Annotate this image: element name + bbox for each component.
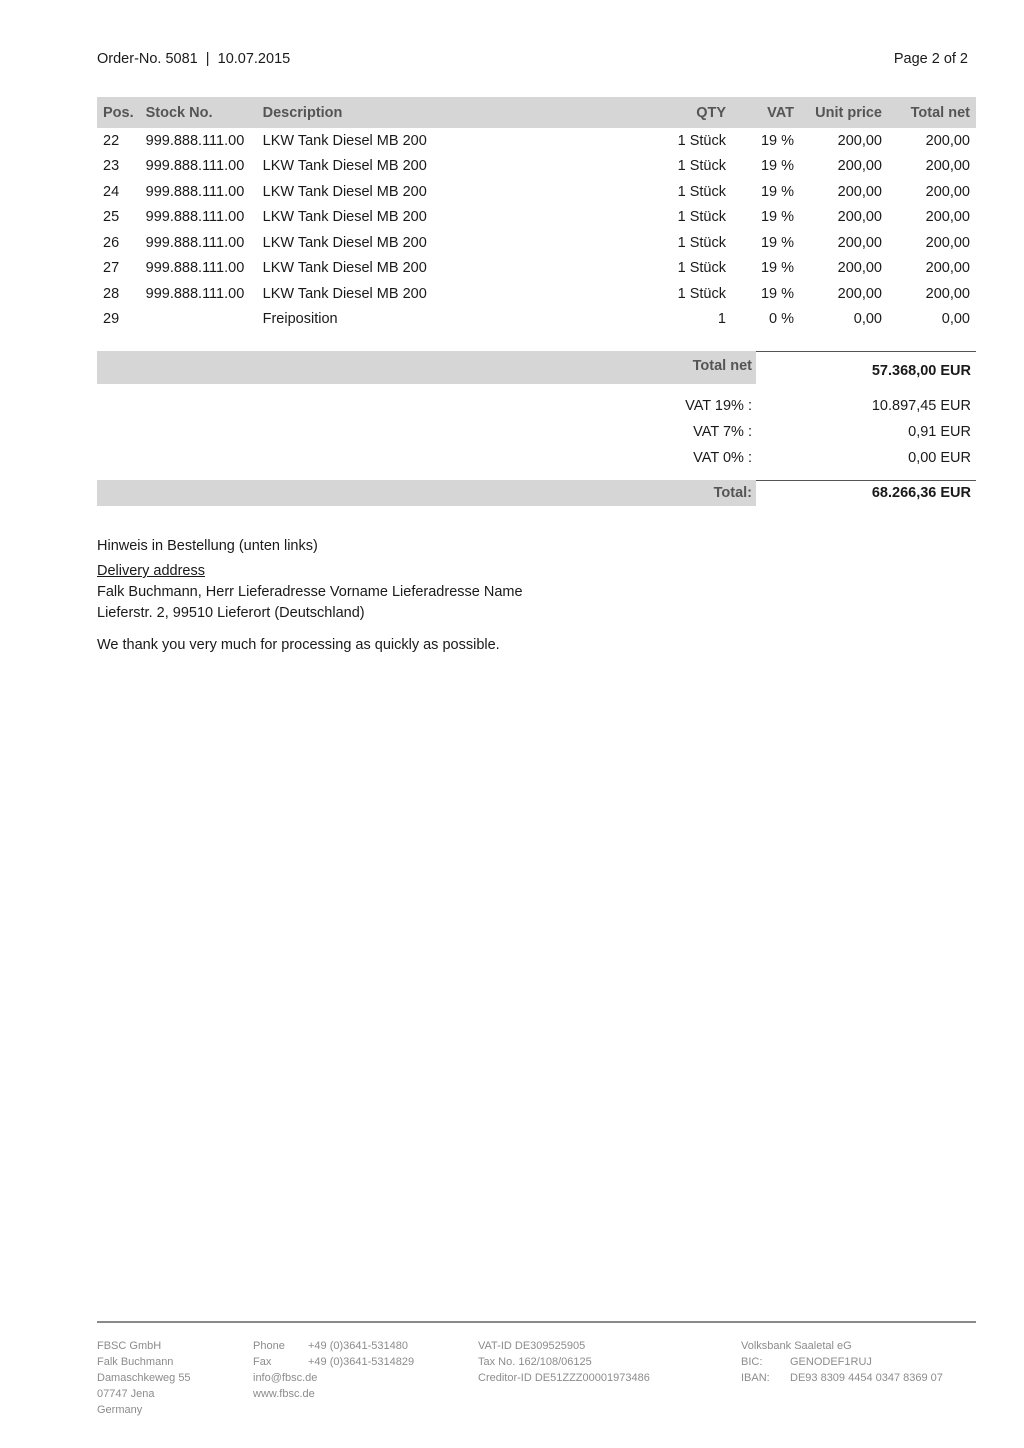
cell-vat: 0 % xyxy=(769,311,794,328)
total-net-divider xyxy=(756,351,976,352)
col-total-net: Total net xyxy=(888,97,976,128)
footer-divider xyxy=(97,1321,976,1323)
cell-vat: 19 % xyxy=(760,132,794,149)
cell-unit-price: 200,00 xyxy=(837,234,882,251)
cell-stock-no: 999.888.111.00 xyxy=(145,260,245,277)
cell-stock-no: 999.888.111.00 xyxy=(145,234,245,251)
phone-value: +49 (0)3641-531480 xyxy=(308,1340,408,1352)
grand-total-divider xyxy=(756,480,976,481)
company-name: FBSC GmbH xyxy=(97,1340,162,1352)
footer-company xyxy=(97,1338,191,1418)
table-row xyxy=(97,128,976,154)
table-row xyxy=(97,230,976,256)
creditor-id: Creditor-ID DE51ZZZ00001973486 xyxy=(478,1372,650,1384)
vat0-value: 0,00 EUR xyxy=(908,450,971,466)
cell-stock-no xyxy=(140,307,257,333)
order-items-table xyxy=(97,97,976,332)
cell-unit-price: 0,00 xyxy=(853,311,882,328)
vat0-label: VAT 0% : xyxy=(693,450,752,466)
cell-total-net: 200,00 xyxy=(925,234,970,251)
cell-qty: 1 Stück xyxy=(677,285,726,302)
cell-unit-price: 200,00 xyxy=(837,132,882,149)
vat7-value: 0,91 EUR xyxy=(908,424,971,440)
grand-total-label: Total: xyxy=(713,485,752,501)
cell-vat: 19 % xyxy=(760,183,794,200)
cell-qty: 1 Stück xyxy=(677,234,726,251)
cell-vat: 19 % xyxy=(760,209,794,226)
cell-description: LKW Tank Diesel MB 200 xyxy=(262,260,427,277)
cell-unit-price: 200,00 xyxy=(837,209,882,226)
cell-pos: 22 xyxy=(103,132,120,149)
cell-total-net: 200,00 xyxy=(925,285,970,302)
cell-pos: 24 xyxy=(103,183,120,200)
bank-name: Volksbank Saaletal eG xyxy=(741,1340,852,1352)
tax-number: Tax No. 162/108/06125 xyxy=(478,1356,592,1368)
cell-total-net: 200,00 xyxy=(925,260,970,277)
order-hint: Hinweis in Bestellung (unten links) xyxy=(97,538,318,554)
fax-value: +49 (0)3641-5314829 xyxy=(308,1356,415,1368)
company-country: Germany xyxy=(97,1404,143,1416)
company-city: 07747 Jena xyxy=(97,1388,155,1400)
table-row xyxy=(97,154,976,180)
cell-pos: 23 xyxy=(103,158,120,175)
cell-pos: 29 xyxy=(103,311,120,328)
cell-vat: 19 % xyxy=(760,260,794,277)
cell-stock-no: 999.888.111.00 xyxy=(145,183,245,200)
col-pos: Pos. xyxy=(97,97,140,128)
cell-total-net: 0,00 xyxy=(941,311,970,328)
cell-description: LKW Tank Diesel MB 200 xyxy=(262,132,427,149)
cell-unit-price: 200,00 xyxy=(837,285,882,302)
cell-stock-no: 999.888.111.00 xyxy=(145,132,245,149)
vat19-value: 10.897,45 EUR xyxy=(871,398,971,414)
cell-qty: 1 Stück xyxy=(677,132,726,149)
table-row xyxy=(97,281,976,307)
col-stock-no: Stock No. xyxy=(140,97,257,128)
cell-total-net: 200,00 xyxy=(925,183,970,200)
col-vat: VAT xyxy=(732,97,800,128)
cell-qty: 1 Stück xyxy=(677,260,726,277)
page-indicator: Page 2 of 2 xyxy=(893,51,968,67)
cell-pos: 27 xyxy=(103,260,120,277)
vat19-label: VAT 19% : xyxy=(685,398,752,414)
table-row xyxy=(97,307,976,333)
fax-label: Fax xyxy=(253,1356,272,1368)
cell-stock-no: 999.888.111.00 xyxy=(145,285,245,302)
iban-label: IBAN: xyxy=(741,1372,770,1384)
website-link[interactable]: www.fbsc.de xyxy=(253,1388,315,1400)
cell-description: Freiposition xyxy=(262,311,338,328)
delivery-address-line2: Lieferstr. 2, 99510 Lieferort (Deutschland) xyxy=(97,605,365,621)
cell-qty: 1 xyxy=(717,311,726,328)
col-qty: QTY xyxy=(628,97,732,128)
table-row xyxy=(97,205,976,231)
vat-id: VAT-ID DE309525905 xyxy=(478,1340,586,1352)
cell-description: LKW Tank Diesel MB 200 xyxy=(262,183,427,200)
footer-contact xyxy=(253,1338,414,1402)
cell-vat: 19 % xyxy=(760,158,794,175)
cell-description: LKW Tank Diesel MB 200 xyxy=(262,234,427,251)
phone-label: Phone xyxy=(253,1340,285,1352)
grand-total-value: 68.266,36 EUR xyxy=(871,485,971,501)
cell-pos: 25 xyxy=(103,209,120,226)
table-row xyxy=(97,179,976,205)
cell-unit-price: 200,00 xyxy=(837,158,882,175)
cell-vat: 19 % xyxy=(760,234,794,251)
footer-tax xyxy=(478,1338,650,1386)
cell-unit-price: 200,00 xyxy=(837,183,882,200)
order-number-date: Order-No. 5081 | 10.07.2015 xyxy=(97,51,291,67)
email-link[interactable]: info@fbsc.de xyxy=(253,1372,318,1384)
cell-qty: 1 Stück xyxy=(677,183,726,200)
delivery-address-line1: Falk Buchmann, Herr Lieferadresse Vorname Lieferadresse Name xyxy=(97,584,523,600)
cell-description: LKW Tank Diesel MB 200 xyxy=(262,209,427,226)
iban-value: DE93 8309 4454 0347 8369 07 xyxy=(790,1372,943,1384)
cell-total-net: 200,00 xyxy=(925,209,970,226)
table-header-row xyxy=(97,97,976,128)
cell-unit-price: 200,00 xyxy=(837,260,882,277)
table-row xyxy=(97,256,976,282)
col-description: Description xyxy=(257,97,628,128)
cell-pos: 28 xyxy=(103,285,120,302)
cell-qty: 1 Stück xyxy=(677,158,726,175)
bic-value: GENODEF1RUJ xyxy=(790,1356,872,1368)
delivery-address-heading: Delivery address xyxy=(97,563,205,579)
cell-description: LKW Tank Diesel MB 200 xyxy=(262,285,427,302)
vat7-label: VAT 7% : xyxy=(693,424,752,440)
footer-bank xyxy=(741,1338,943,1386)
grand-total-bar xyxy=(97,480,756,506)
col-unit-price: Unit price xyxy=(800,97,888,128)
cell-stock-no: 999.888.111.00 xyxy=(145,209,245,226)
cell-qty: 1 Stück xyxy=(677,209,726,226)
bic-label: BIC: xyxy=(741,1356,763,1368)
company-contact-person: Falk Buchmann xyxy=(97,1356,174,1368)
company-street: Damaschkeweg 55 xyxy=(97,1372,191,1384)
thanks-note: We thank you very much for processing as quickly as possible. xyxy=(97,637,500,653)
total-net-bar xyxy=(97,351,756,384)
total-net-value: 57.368,00 EUR xyxy=(871,363,971,379)
cell-vat: 19 % xyxy=(760,285,794,302)
cell-total-net: 200,00 xyxy=(925,132,970,149)
total-net-label: Total net xyxy=(692,358,752,374)
cell-total-net: 200,00 xyxy=(925,158,970,175)
cell-pos: 26 xyxy=(103,234,120,251)
cell-stock-no: 999.888.111.00 xyxy=(145,158,245,175)
cell-description: LKW Tank Diesel MB 200 xyxy=(262,158,427,175)
